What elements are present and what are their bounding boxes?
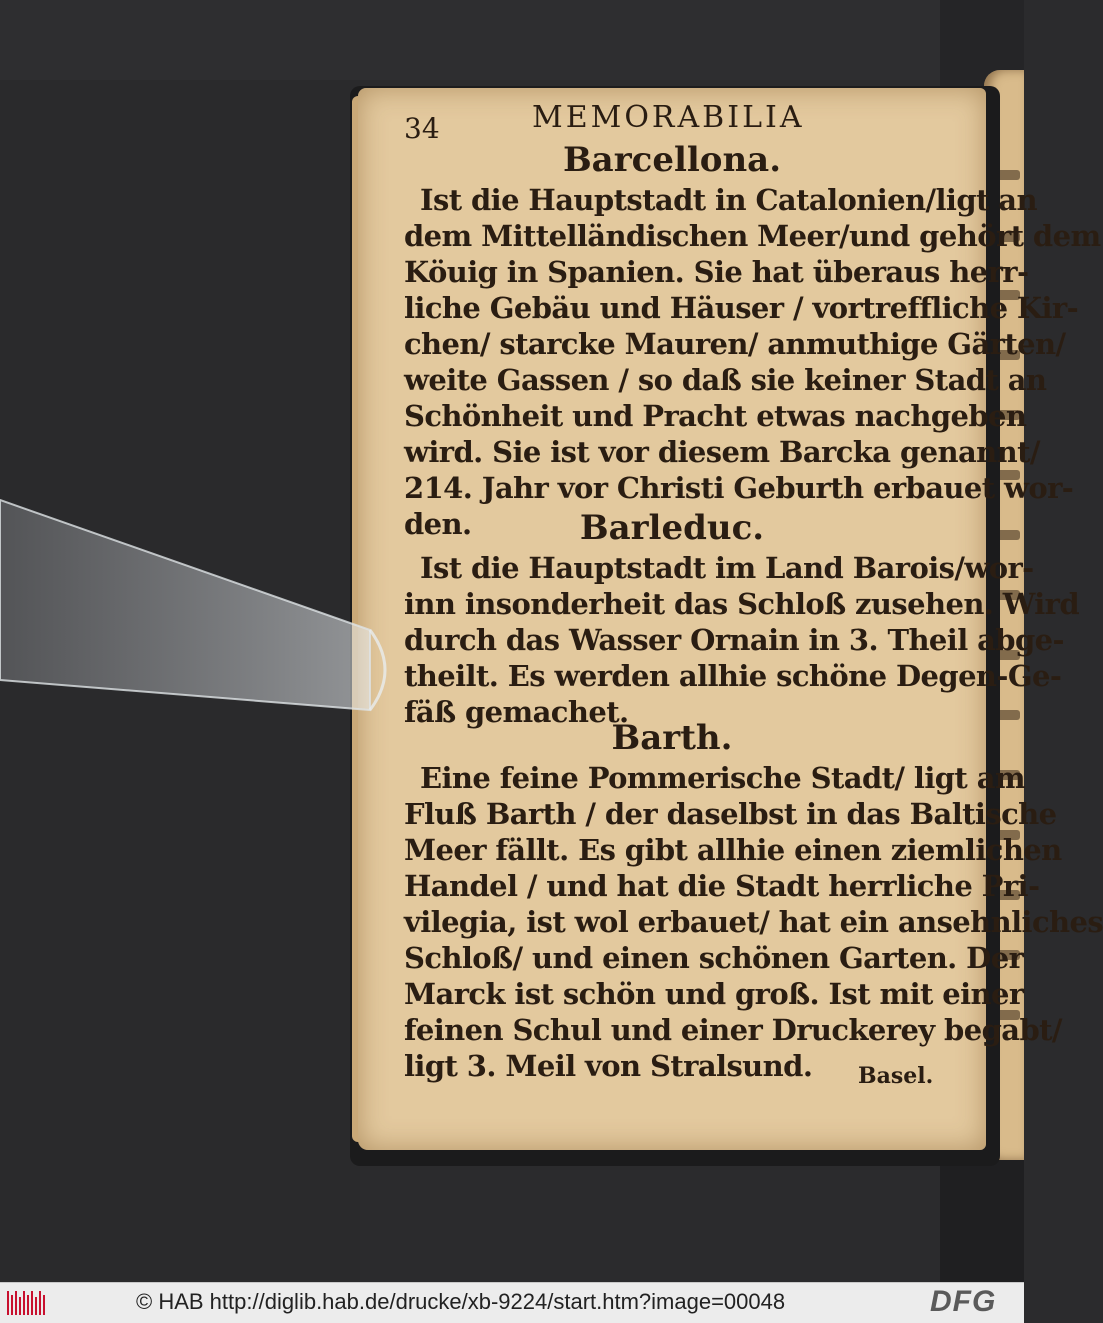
text-line: Ist die Hauptstadt in Catalonien/ligt an — [420, 183, 1037, 217]
page-number: 34 — [404, 112, 440, 145]
entry-heading: Barleduc. — [579, 508, 765, 548]
footer-bar — [0, 1282, 1024, 1323]
text-line: theilt. Es werden allhie schöne Degen-Ge- — [404, 659, 1062, 693]
text-line: wird. Sie ist vor diesem Barcka genannt/ — [404, 435, 1040, 469]
text-line: dem Mittelländischen Meer/und gehört dem — [404, 219, 1101, 253]
entry-heading: Barth. — [611, 718, 733, 758]
dfg-logo: DFG — [930, 1285, 997, 1318]
background-top — [0, 0, 1024, 80]
text-line: Handel / und hat die Stadt herrliche Pri- — [404, 869, 1040, 903]
text-line: inn insonderheit das Schloß zusehen. Wird — [404, 587, 1080, 621]
text-line: feinen Schul und einer Druckerey begabt/ — [404, 1013, 1062, 1047]
text-line: Schönheit und Pracht etwas nachgeben — [404, 399, 1027, 433]
background-block — [940, 1160, 1024, 1282]
text-line: weite Gassen / so daß sie keiner Stadt an — [404, 363, 1047, 397]
page-header — [404, 100, 940, 145]
text-line: chen/ starcke Mauren/ anmuthige Gärten/ — [404, 327, 1066, 361]
text-line: Fluß Barth / der daselbst in das Baltische — [404, 797, 1057, 831]
text-line: Köuig in Spanien. Sie hat überaus herr- — [404, 255, 1029, 289]
text-line: Marck ist schön und groß. Ist mit einer — [404, 977, 1024, 1011]
text-line: Meer fällt. Es gibt allhie einen ziemlichen — [404, 833, 1062, 867]
text-line: Eine feine Pommerische Stadt/ ligt am — [420, 761, 1025, 795]
text-line: liche Gebäu und Häuser / vortreffliche Kir- — [404, 291, 1079, 325]
text-line: Schloß/ und einen schönen Garten. Der — [404, 941, 1024, 975]
running-head: MEMORABILIA — [532, 100, 805, 135]
entry-heading: Barcellona. — [562, 140, 782, 180]
text-line: durch das Wasser Ornain in 3. Theil abge- — [404, 623, 1064, 657]
text-line: 214. Jahr vor Christi Geburth erbauet wor- — [404, 471, 1074, 505]
catchword: Basel. — [858, 1063, 934, 1089]
text-line: den. — [404, 507, 472, 541]
text-line: Ist die Hauptstadt im Land Barois/wor- — [420, 551, 1034, 585]
copyright-link[interactable]: © HAB http://diglib.hab.de/drucke/xb-9224/start.htm?image=00048 — [136, 1289, 786, 1314]
hab-logo-icon — [6, 1289, 48, 1317]
page-clip — [0, 480, 420, 740]
text-line: vilegia, ist wol erbauet/ hat ein ansehnliches — [404, 905, 1103, 939]
text-line: ligt 3. Meil von Stralsund. — [404, 1049, 813, 1083]
text-line: fäß gemachet. — [404, 695, 629, 729]
